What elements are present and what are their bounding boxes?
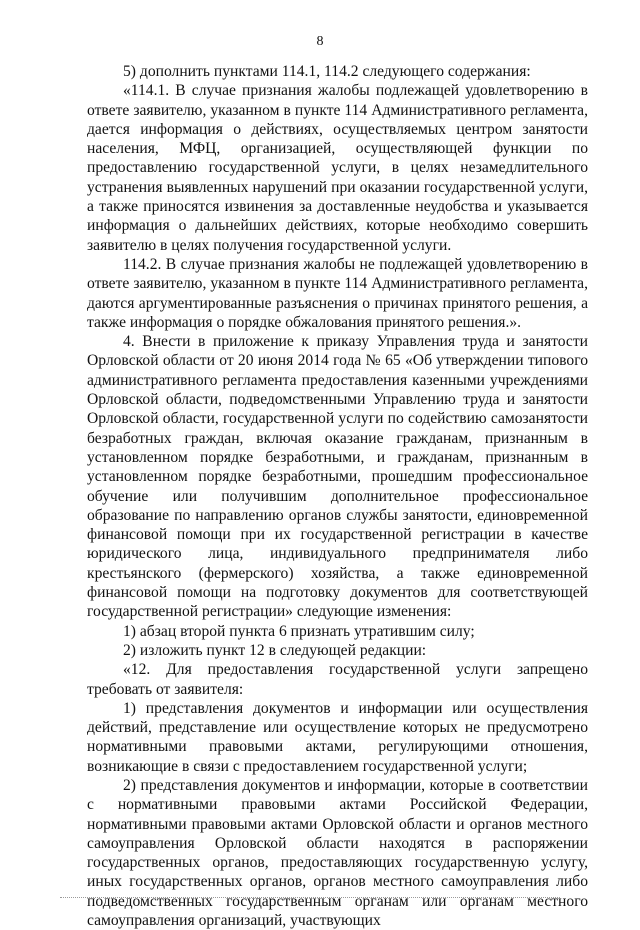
- scan-edge-line: [60, 897, 560, 898]
- paragraph-subitem-2: 2) изложить пункт 12 в следующей редакции:: [123, 641, 427, 659]
- paragraph-item-4: 4. Внести в приложение к приказу Управления труда и занятости Орловской области от 20 июня 2014 года № 65 «Об утверждении типового административного регламента предоставления казенными учреждениями Орловской области, подведомственными Управлению труда и занятости Орловской области, государственной услуги по содействию самозанятости безработных граждан, включая оказание гражданам, признанным в установленном порядке безработными, и гражданам, признанным в установленном порядке безработными, прошедшим профессиональное обучение или получившим дополнительное профессиональное образование по направлению органов службы занятости, единовременной финансовой помощи при их государственной регистрации в качестве юридического лица, индивидуального предпринимателя либо крестьянского (фермерского) хозяйства, а также единовременной финансовой помощи на подготовку документов для соответствующей государственной регистрации» следующие изменения:: [87, 333, 588, 621]
- paragraph-point-12: «12. Для предоставления государственной услуги запрещено требовать от заявителя:: [87, 661, 588, 698]
- paragraph-114-1: «114.1. В случае признания жалобы подлежащей удовлетворению в ответе заявителю, указанном в пункте 114 Административного регламента, дается информация о действиях, осуществляемых центром занятости населения, МФЦ, организацией, осуществляющей функции по предоставлению государственной услуги, в целях незамедлительного устранения выявленных нарушений при оказании государственной услуги, а также приносятся извинения за доставленные неудобства и указывается информация о дальнейших действиях, которые необходимо совершить заявителю в целях получения государственной услуги.: [87, 82, 588, 254]
- paragraph-114-2: 114.2. В случае признания жалобы не подлежащей удовлетворению в ответе заявителю, указанном в пункте 114 Административного регламента, даются аргументированные разъяснения о причинах принятого решения, а также информация о порядке обжалования принятого решения.».: [87, 255, 588, 331]
- paragraph-item-5: 5) дополнить пунктами 114.1, 114.2 следующего содержания:: [123, 63, 531, 80]
- paragraph-point-12-2: 2) представления документов и информации, которые в соответствии с нормативными правовыми актами Российской Федерации, нормативными правовыми актами Орловской области и органов местного самоуправления Орловской области находятся в распоряжении государственных органов, предоставляющих государственную услугу, иных государственных органов, органов местного самоуправления либо подведомственных государственным органам или органам местного самоуправления организаций, участвующих: [87, 776, 588, 930]
- paragraph-point-12-1: 1) представления документов и информации или осуществления действий, представление или осуществление которых не предусмотрено нормативными правовыми актами, регулирующими отношения, возникающие в связи с предоставлением государственной услуги;: [87, 699, 588, 775]
- page-number: 8: [316, 34, 324, 49]
- paragraph-subitem-1: 1) абзац второй пункта 6 признать утратившим силу;: [123, 622, 475, 640]
- document-body: [87, 62, 588, 930]
